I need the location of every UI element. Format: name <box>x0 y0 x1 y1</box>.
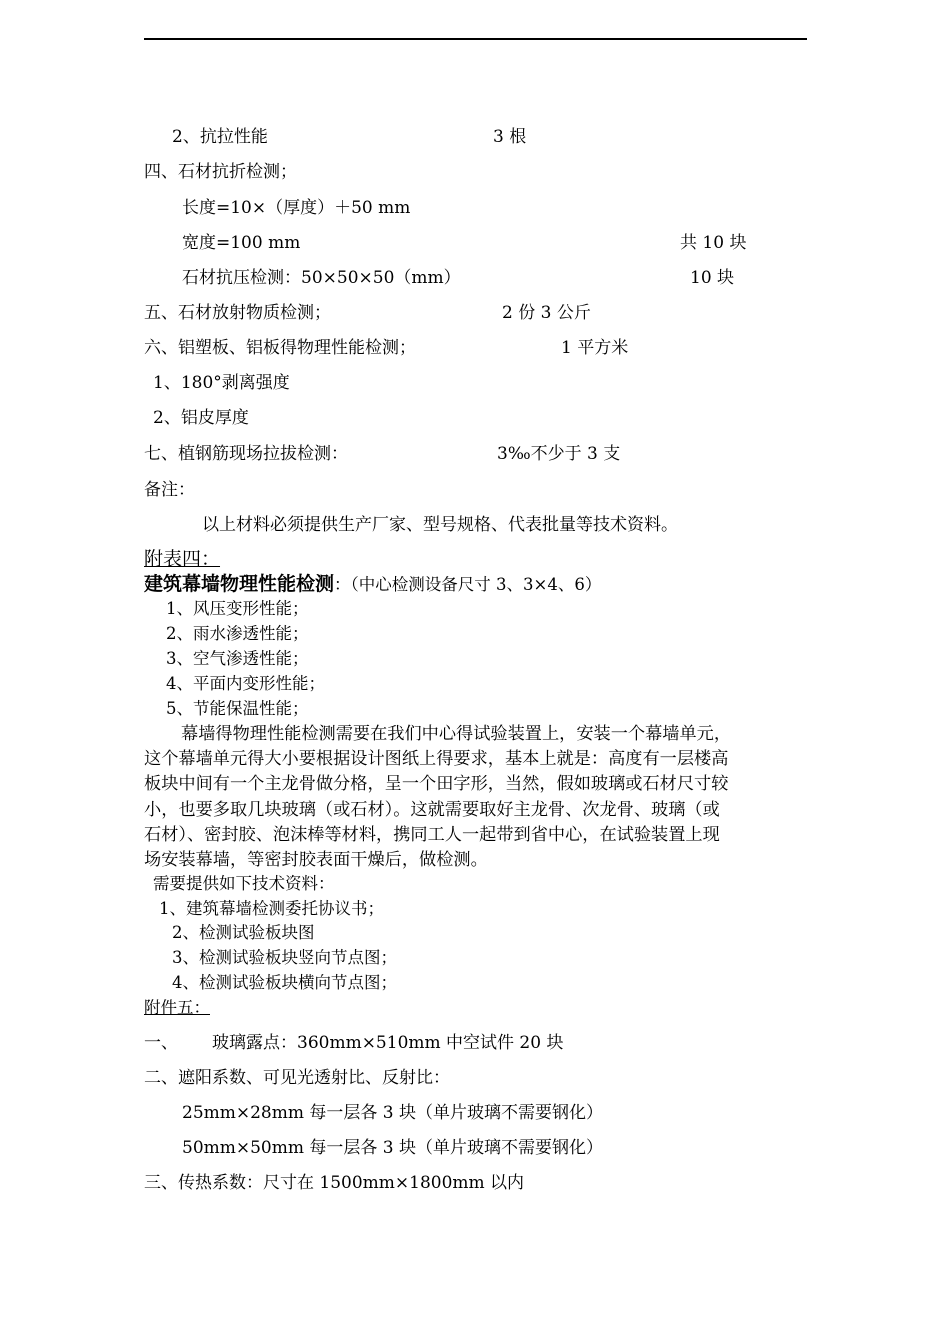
paragraph-line: 场安装幕墙，等密封胶表面干燥后，做检测。 <box>144 850 488 871</box>
stone-compress-spec: 石材抗压检测：50×50×50（mm） <box>182 268 461 288</box>
appendix-4-heading-line <box>144 572 601 597</box>
paragraph-line: 幕墙得物理性能检测需要在我们中心得试验装置上，安装一个幕墙单元， <box>181 724 732 744</box>
stone-compress-qty: 10 块 <box>690 268 735 288</box>
curtain-wall-heading: 建筑幕墙物理性能检测 <box>144 573 335 595</box>
tech-doc-item: 1、建筑幕墙检测委托协议书； <box>159 899 384 918</box>
aluminum-panel-qty: 1 平方米 <box>561 338 629 358</box>
radioactivity-qty: 2 份 3 公斤 <box>502 303 591 323</box>
list-item: 1、风压变形性能； <box>166 599 309 618</box>
shading-sample-2: 50mm×50mm 每一层各 3 块（单片玻璃不需要钢化） <box>182 1138 604 1158</box>
tech-doc-item: 4、检测试验板块横向节点图； <box>172 973 397 992</box>
remarks-text: 以上材料必须提供生产厂家、型号规格、代表批量等技术资料。 <box>202 515 678 535</box>
aluminum-panel-title: 六、铝塑板、铝板得物理性能检测； <box>144 338 416 358</box>
paragraph-line: 这个幕墙单元得大小要根据设计图纸上得要求，基本上就是：高度有一层楼高 <box>144 749 729 770</box>
remarks-label: 备注： <box>144 480 195 500</box>
shading-coefficient-title: 二、遮阳系数、可见光透射比、反射比： <box>144 1068 450 1088</box>
peel-strength-item: 1、180°剥离强度 <box>153 373 290 393</box>
radioactivity-title: 五、石材放射物质检测； <box>144 303 331 323</box>
tensile-item: 2、抗拉性能 <box>172 127 268 147</box>
dew-point-number: 一、 <box>144 1033 178 1053</box>
appendix-5-title: 附件五： <box>144 998 210 1017</box>
tensile-qty: 3 根 <box>493 127 527 147</box>
tech-doc-item: 3、检测试验板块竖向节点图； <box>172 948 397 967</box>
tech-doc-item: 2、检测试验板块图 <box>172 923 315 942</box>
aluminum-thickness-item: 2、铝皮厚度 <box>153 408 249 428</box>
appendix-4-title: 附表四： <box>144 548 221 570</box>
curtain-wall-heading-note: ：（中心检测设备尺寸 3、3×4、6） <box>334 575 602 594</box>
stone-width-qty: 共 10 块 <box>680 233 747 253</box>
shading-sample-1: 25mm×28mm 每一层各 3 块（单片玻璃不需要钢化） <box>182 1103 604 1123</box>
tech-docs-label: 需要提供如下技术资料： <box>153 874 335 893</box>
list-item: 2、雨水渗透性能； <box>166 624 309 643</box>
stone-width-spec: 宽度=100 mm <box>182 233 301 253</box>
heat-transfer-title: 三、传热系数：尺寸在 1500mm×1800mm 以内 <box>144 1173 525 1193</box>
list-item: 4、平面内变形性能； <box>166 674 325 693</box>
rebar-pullout-qty: 3‰不少于 3 支 <box>497 444 621 464</box>
paragraph-line: 板块中间有一个主龙骨做分格，呈一个田字形，当然，假如玻璃或石材尺寸较 <box>144 774 729 795</box>
rebar-pullout-title: 七、植钢筋现场拉拔检测： <box>144 444 348 464</box>
list-item: 3、空气渗透性能； <box>166 649 309 668</box>
paragraph-line: 石材）、密封胶、泡沫棒等材料，携同工人一起带到省中心，在试验装置上现 <box>144 824 720 845</box>
list-item: 5、节能保温性能； <box>166 699 309 718</box>
stone-length-spec: 长度=10×（厚度）＋50 mm <box>182 198 411 218</box>
paragraph-line: 小，也要多取几块玻璃（或石材）。这就需要取好主龙骨、次龙骨、玻璃（或 <box>144 799 720 820</box>
curtain-wall-paragraph <box>144 722 808 873</box>
header-rule <box>144 38 807 40</box>
dew-point-spec: 玻璃露点：360mm×510mm 中空试件 20 块 <box>212 1033 564 1053</box>
stone-flexural-title: 四、石材抗折检测； <box>144 162 297 182</box>
